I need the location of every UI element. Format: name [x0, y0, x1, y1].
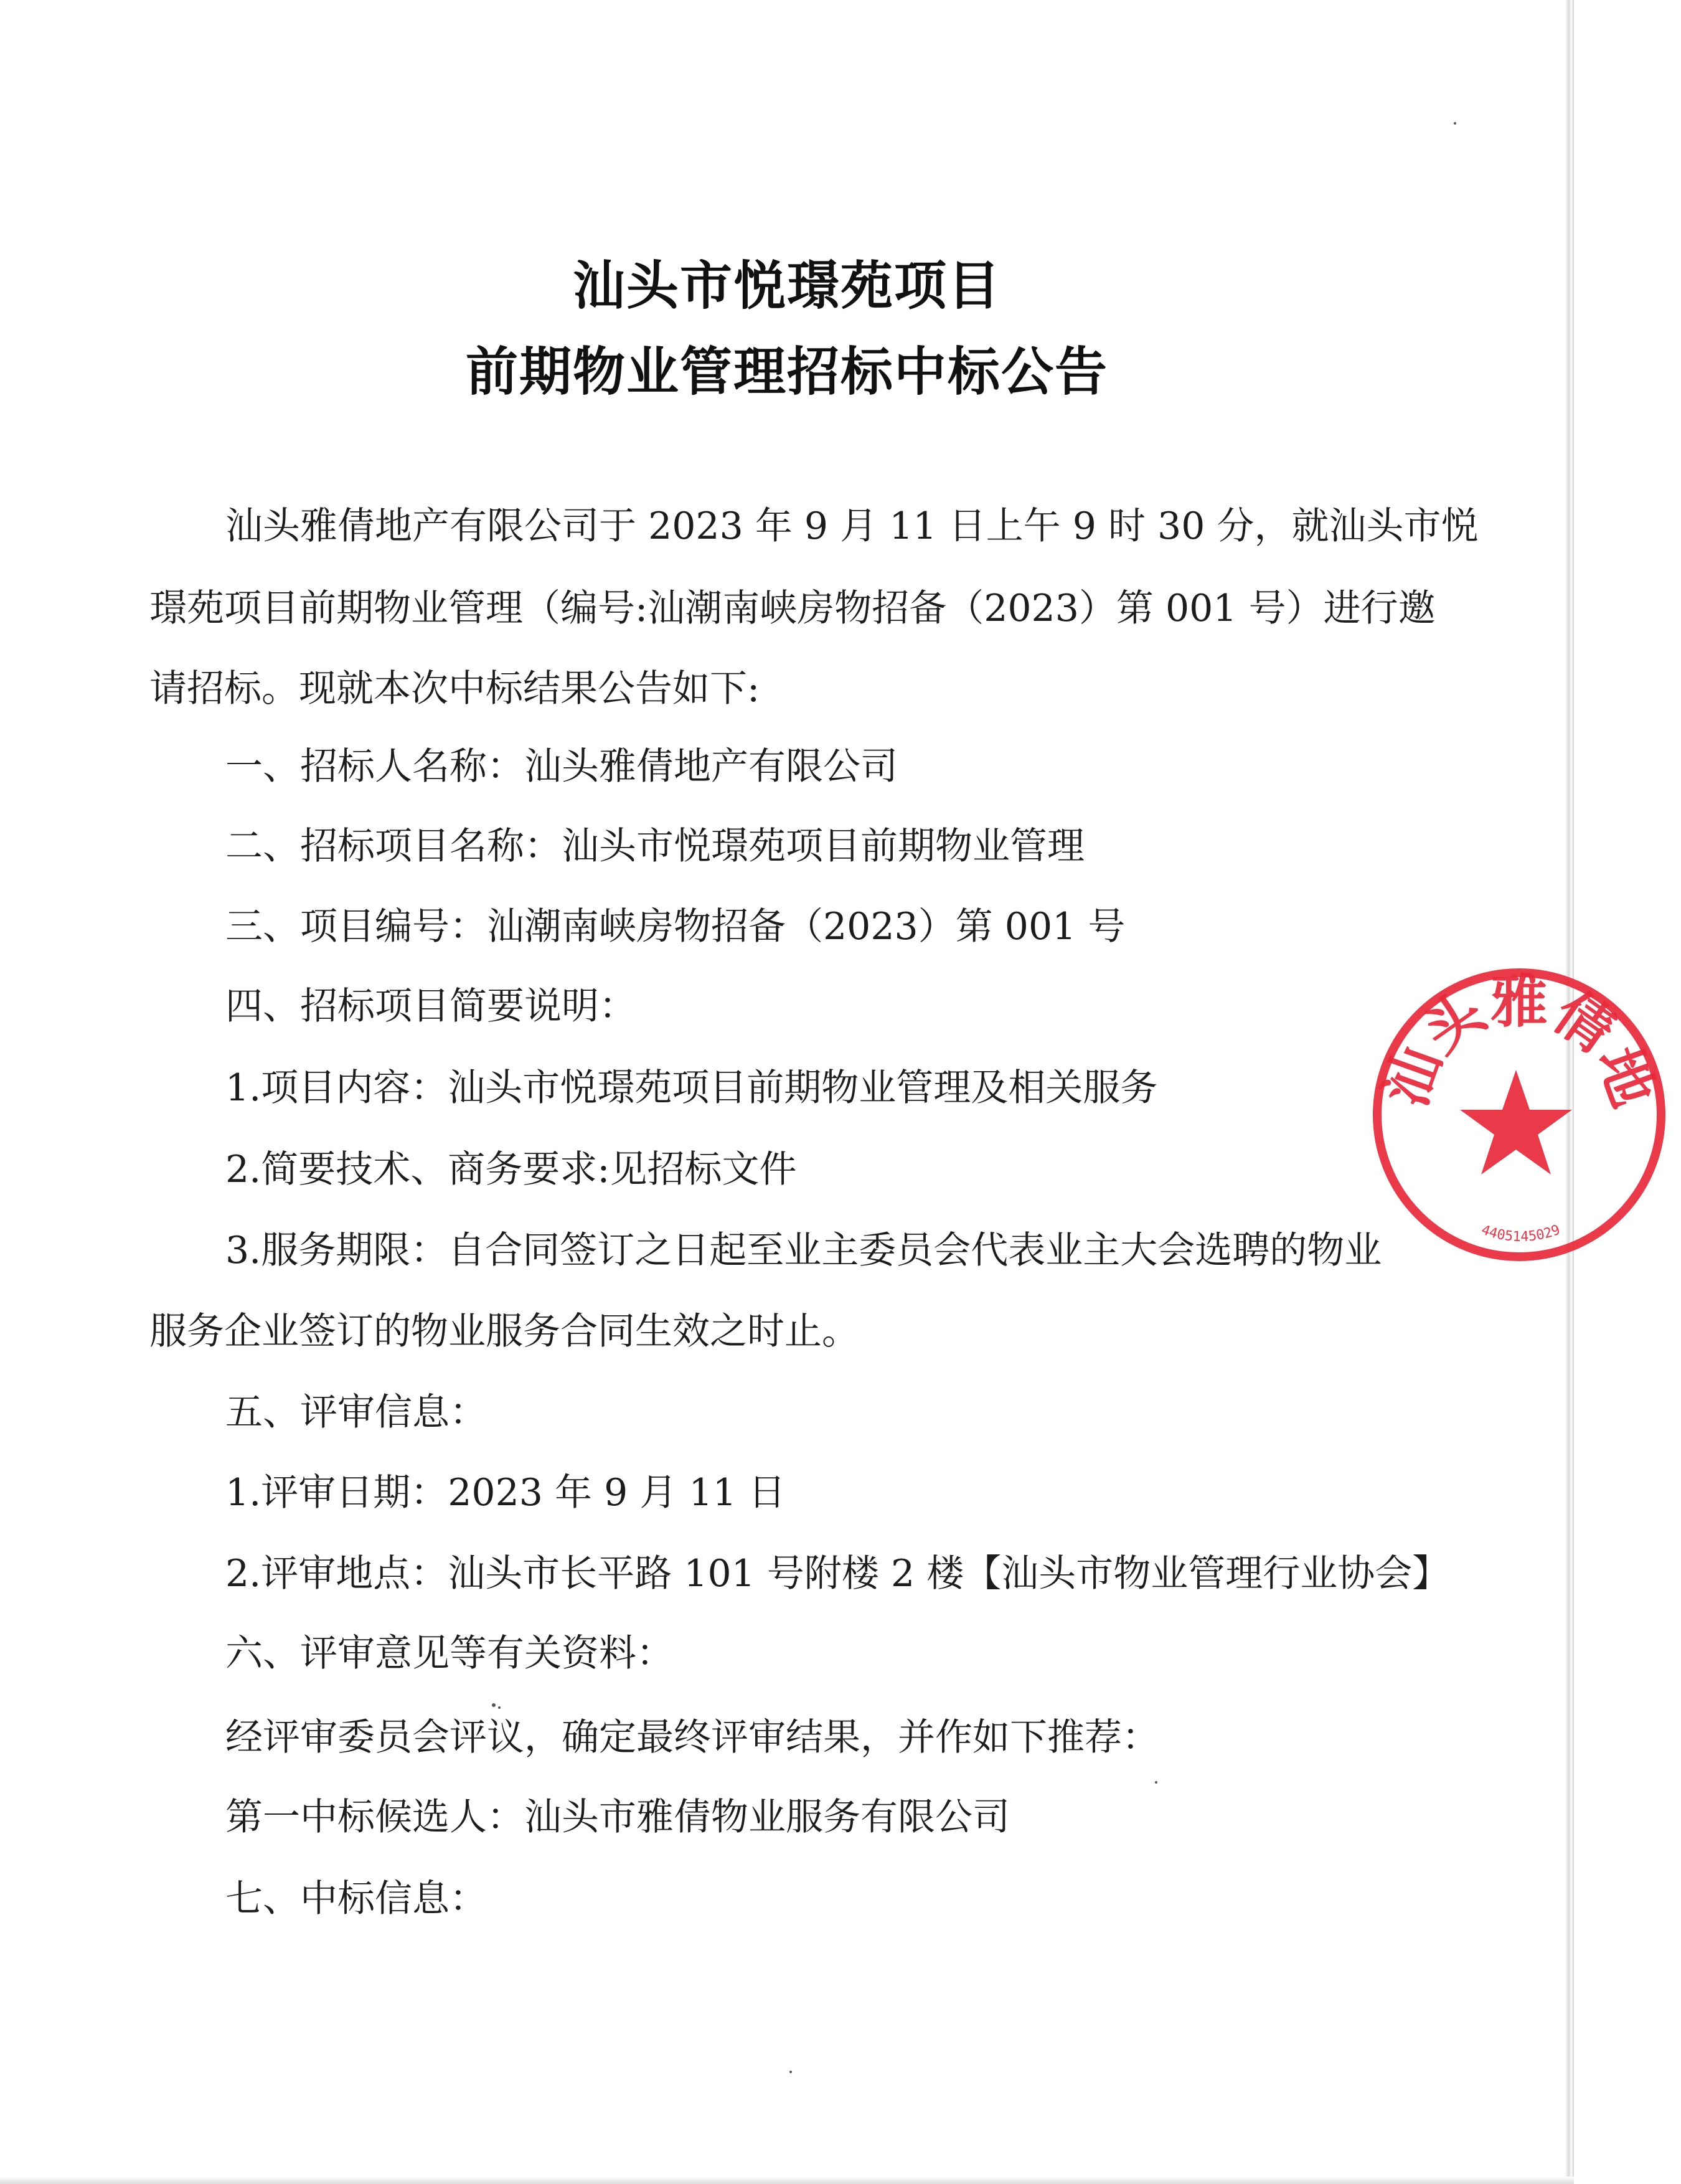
document-title-line-2: 前期物业管理招标中标公告	[465, 341, 1108, 402]
section-6-heading: 六、评审意见等有关资料：	[225, 1632, 674, 1675]
seal-star-icon	[1460, 1070, 1572, 1175]
scan-edge-bottom	[0, 2177, 1574, 2184]
section-4-item-1: 1.项目内容：汕头市悦璟苑项目前期物业管理及相关服务	[225, 1066, 1158, 1110]
scan-speck	[789, 2071, 792, 2073]
seal-text: 汕头雅倩地	[1372, 968, 1667, 1115]
intro-paragraph-line-1: 汕头雅倩地产有限公司于 2023 年 9 月 11 日上午 9 时 30 分，就汕头市悦	[225, 504, 1479, 548]
section-7-heading: 七、中标信息：	[225, 1877, 487, 1921]
company-seal-stamp	[1357, 953, 1681, 1277]
section-4-item-3-line-2: 服务企业签订的物业服务合同生效之时止。	[149, 1310, 859, 1353]
intro-paragraph-line-2: 璟苑项目前期物业管理（编号:汕潮南峡房物招备（2023）第 001 号）进行邀	[149, 587, 1436, 630]
section-6-text: 经评审委员会评议，确定最终评审结果，并作如下推荐：	[225, 1716, 1159, 1759]
section-3-project-number: 三、项目编号：汕潮南峡房物招备（2023）第 001 号	[225, 905, 1126, 948]
section-5-item-1: 1.评审日期：2023 年 9 月 11 日	[225, 1471, 786, 1515]
section-4-item-3-line-1: 3.服务期限：自合同签订之日起至业主委员会代表业主大会选聘的物业	[225, 1229, 1382, 1272]
section-1-tenderer-name: 一、招标人名称：汕头雅倩地产有限公司	[225, 745, 898, 788]
seal-number: 4405145029	[1479, 1222, 1563, 1246]
intro-paragraph-line-3: 请招标。现就本次中标结果公告如下:	[149, 667, 760, 711]
scan-speck	[1454, 122, 1456, 125]
section-4-item-2: 2.简要技术、商务要求:见招标文件	[225, 1148, 797, 1191]
scan-speck	[492, 1703, 496, 1707]
section-5-heading: 五、评审信息：	[225, 1391, 487, 1434]
section-4-heading: 四、招标项目简要说明：	[225, 985, 636, 1028]
section-6-first-candidate: 第一中标候选人：汕头市雅倩物业服务有限公司	[225, 1795, 1010, 1839]
document-title-line-1: 汕头市悦璟苑项目	[572, 255, 1001, 316]
scan-speck	[1155, 1781, 1157, 1784]
scan-speck	[498, 1706, 501, 1709]
section-2-project-name: 二、招标项目名称：汕头市悦璟苑项目前期物业管理	[225, 825, 1085, 868]
section-5-item-2: 2.评审地点：汕头市长平路 101 号附楼 2 楼【汕头市物业管理行业协会】	[225, 1552, 1450, 1595]
